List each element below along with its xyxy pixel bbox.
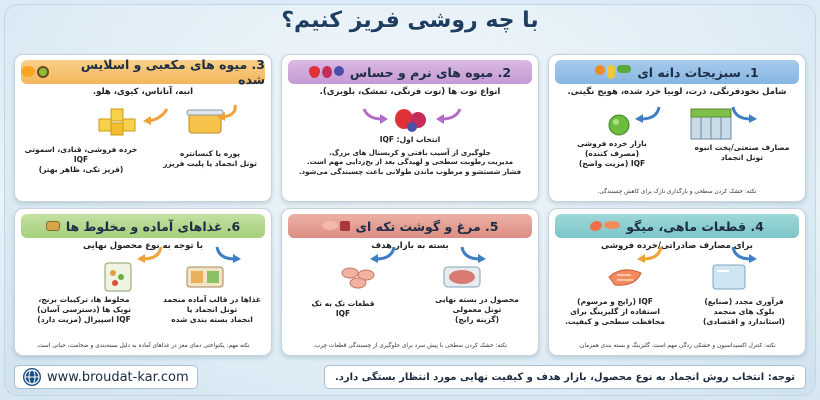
pea-pod-icon — [617, 65, 631, 73]
card-body-text: جلوگیری از آسیب بافتی و کریستال های بزرگ. مدیریت رطوبت سطحی و لهیدگی بعد از یخ‌زدایی مهم است. فشار شستشو و مرطوب ماندن طولانی باعث چسبندگی می‌شود. — [298, 149, 522, 176]
raspberry-icon — [322, 66, 332, 78]
fruit-icons — [21, 66, 49, 78]
bottom-note-text: توجه: انتخاب روش انجماد به نوع محصول، بازار هدف و کیفیت نهایی مورد انتظار بستگی دارد. — [334, 371, 795, 383]
card-footnote: نکته: خشک کردن سطحی و بارگذاری نازک برای کاهش چسبندگی. — [597, 189, 757, 196]
card-header — [555, 60, 799, 84]
card-subtitle: با توجه به نوع محصول نهایی — [83, 241, 203, 251]
arrow-left-branch — [135, 245, 165, 263]
card-subtitle: بسته به بازار هدف — [371, 241, 449, 251]
card-heading: 3. میوه های مکعبی و اسلایس شده — [80, 57, 265, 87]
mango-icon — [21, 66, 35, 77]
branch-industrial: مصارف صنعتی/پخت انبوه تونل انجماد — [694, 143, 790, 163]
card-header — [288, 214, 532, 238]
pea-icon — [607, 113, 631, 137]
card-subtitle: برای مصارف صادراتی/خرده فروشی — [600, 241, 754, 251]
branch-retail: بازار خرده فروشی (مصرف کننده) IQF (مزیت واضح) — [577, 139, 647, 169]
card-heading: 6. غذاهای آماده و مخلوط ها — [65, 218, 241, 234]
arrow-right-branch — [729, 245, 759, 263]
card-subtitle: انبه، آناناس، کیوی، هلو. — [92, 87, 194, 97]
carrot-icon — [595, 65, 605, 75]
ice-block-icon — [709, 261, 749, 293]
website-badge[interactable] — [14, 365, 198, 389]
mixed-bag-icon — [101, 259, 135, 293]
card-sliced-fruits — [14, 54, 272, 202]
berry-icons — [309, 66, 344, 78]
card-header — [21, 57, 265, 87]
card-heading: 5. مرغ و گوشت تکه ای — [355, 218, 499, 234]
vegetable-icons — [595, 65, 631, 79]
corn-icon — [607, 65, 615, 79]
card-header — [555, 214, 799, 238]
bottom-bar — [14, 364, 806, 390]
branch-reprocessing: فرآوری مجدد (صنایع) بلوک های منجمد (استاندارد و اقتصادی) — [703, 297, 785, 327]
meat-icons — [322, 221, 350, 231]
arrow-right-branch — [729, 105, 759, 123]
arrow-right-branch — [213, 245, 243, 263]
branch-ready-mold: غذاها در قالب آماده منجمد تونل انجماد یا انجماد بسته بندی شده — [163, 295, 261, 325]
card-footnote: نکته مهم: یکنواختی دمای مغز در غذاهای آماده به دلیل بسته‌بندی و ضخامت، حیاتی است. — [36, 343, 250, 350]
fish-icon — [604, 221, 620, 229]
shrimp-icon — [590, 221, 602, 231]
arrow-left-branch — [368, 245, 398, 263]
berries-icon — [392, 105, 432, 133]
branch-iqf: IQF (رایج و مرسوم) استفاده از گلیزینگ برای محافظت سطحی و کیفیت. — [565, 297, 665, 327]
branch-puree: پوره یا کنسانتره تونل انجماد یا پلیت فریزر — [163, 149, 257, 169]
card-fish-shrimp — [548, 208, 806, 356]
branch-single-pieces: قطعات تک به تک IQF — [311, 299, 375, 319]
arrow-left-branch — [635, 245, 665, 263]
meat-cube-icon — [340, 221, 350, 231]
first-choice-label: انتخاب اول: IQF — [379, 135, 441, 144]
fish-fillet-icon — [605, 263, 645, 291]
website-url[interactable]: www.broudat-kar.com — [47, 369, 189, 385]
arrow-right-branch — [458, 245, 488, 263]
branch-retail: خرده فروشی، قنادی، اسموتی IQF (فریز تکی، ظاهر بهتر) — [24, 145, 138, 175]
arrow-left-branch — [360, 107, 390, 125]
packaged-meat-icon — [442, 263, 482, 291]
card-header — [288, 60, 532, 84]
meal-icons — [46, 221, 60, 231]
meal-tray-icon — [46, 221, 60, 231]
card-grain-vegetables — [548, 54, 806, 202]
meat-pieces-icon — [338, 263, 378, 291]
kiwi-icon — [37, 66, 49, 78]
card-soft-fruits — [281, 54, 539, 202]
card-heading: 1. سبزیجات دانه ای — [637, 64, 759, 80]
freezer-crate-icon — [687, 105, 735, 141]
card-ready-meals — [14, 208, 272, 356]
blueberry-icon — [334, 66, 344, 76]
arrow-right-branch — [434, 107, 464, 125]
card-footnote: نکته: کنترل اکسیداسیون و خشکی زدگی مهم است. گلیزینگ و بسته بندی همزمان. — [578, 343, 776, 350]
bottom-note — [324, 365, 806, 389]
fruit-cubes-icon — [95, 103, 139, 137]
strawberry-icon — [309, 66, 320, 78]
arrow-left-branch — [141, 107, 171, 125]
card-chicken-meat — [281, 208, 539, 356]
chicken-breast-icon — [322, 221, 338, 230]
seafood-icons — [590, 221, 620, 231]
card-heading: 4. قطعات ماهی، میگو — [626, 218, 764, 234]
arrow-right-branch — [215, 103, 245, 121]
card-heading: 2. میوه های نرم و حساس — [349, 64, 512, 80]
globe-icon — [23, 368, 41, 386]
card-subtitle: شامل نخودفرنگی، ذرت، لوبیا خرد شده، هویج نگینی. — [567, 87, 787, 97]
page-title: با چه روشی فریز کنیم؟ — [281, 8, 539, 33]
card-subtitle: انواع توت ها (توت فرنگی، تمشک، بلوبری). — [319, 87, 501, 97]
card-header — [21, 214, 265, 238]
meal-container-icon — [185, 261, 225, 291]
card-footnote: نکته: خشک کردن سطحی با پیش سرد برای جلوگیری از چسبندگی قطعات چرب. — [312, 343, 508, 350]
arrow-left-branch — [633, 105, 663, 123]
branch-mixes: مخلوط ها، ترکیبات برنج، توپک ها (دسترسی آسان) IQF اسپیرال (مزیت دارد) — [37, 295, 131, 325]
branch-final-package: محصول در بسته نهایی تونل معمولی (گزینه رایج) — [435, 295, 519, 325]
